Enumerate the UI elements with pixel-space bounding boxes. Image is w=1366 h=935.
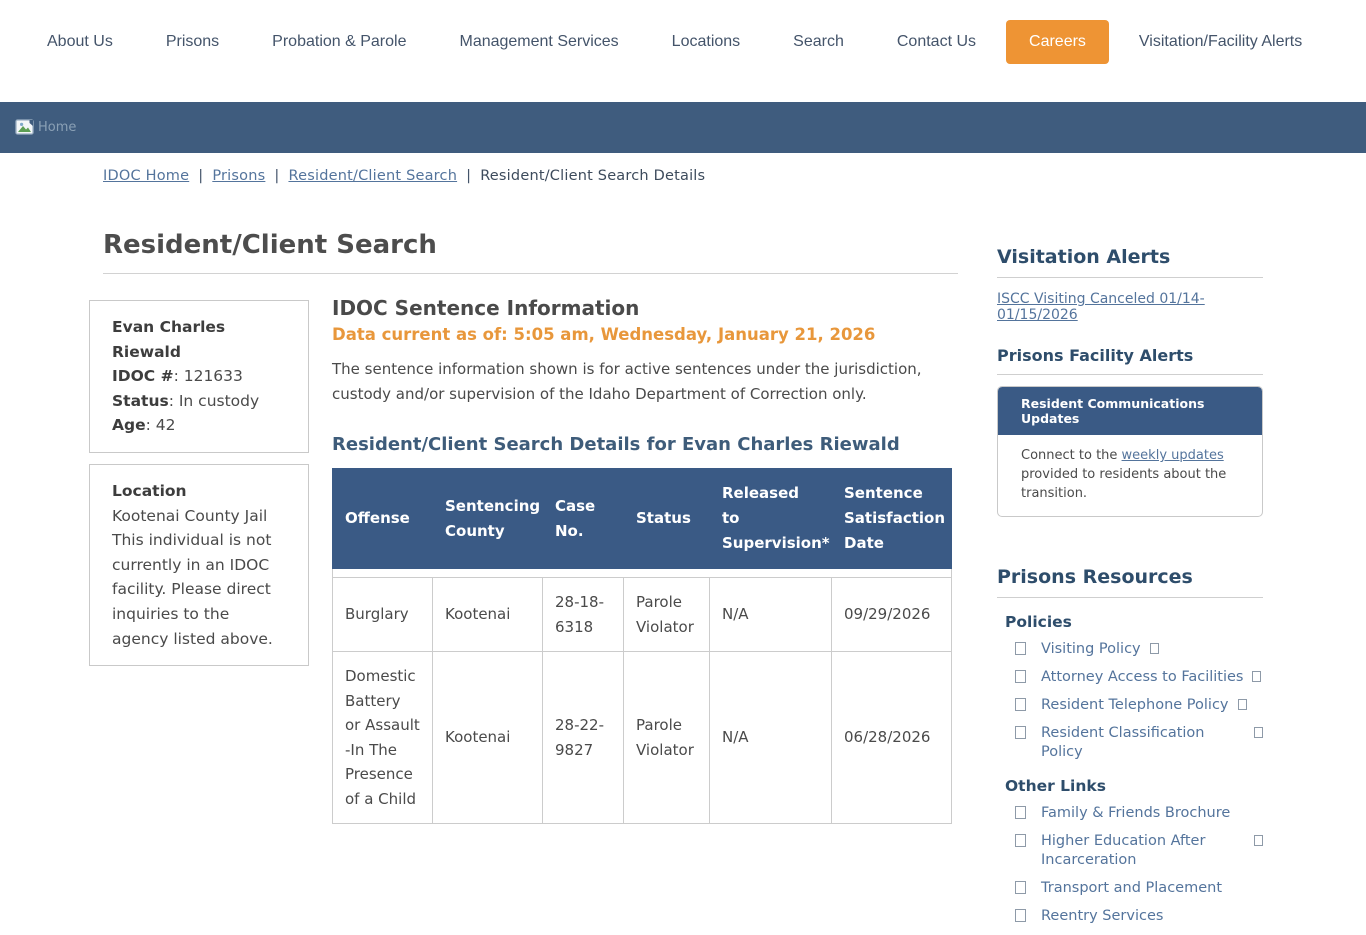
policies-group-title: Policies <box>1005 613 1072 631</box>
sentence-info-description: The sentence information shown is for active sentences under the jurisdiction, custody and/or supervision of the Idaho Department of Correction only. <box>332 360 922 403</box>
breadcrumb-separator: | <box>466 168 472 184</box>
breadcrumb-current-page: Resident/Client Search Details <box>480 168 706 184</box>
sentence-table <box>332 468 952 824</box>
breadcrumb-resident-client-search[interactable]: Resident/Client Search <box>288 168 458 184</box>
resource-link-resident-classification-policy[interactable]: Resident Classification Policy <box>1015 724 1263 762</box>
home-image-alt-text: Home <box>38 120 77 135</box>
col-header-released-to-supervision: Released to Supervision* <box>710 469 832 569</box>
table-row <box>333 652 952 824</box>
facility-alert-card-body: Connect to the weekly updates provided to residents about the transition. <box>1021 448 1227 501</box>
bullet-box-icon <box>1015 834 1026 847</box>
nav-management-services[interactable]: Management Services <box>459 33 619 50</box>
breadcrumb-separator: | <box>198 168 204 184</box>
cell-released-to-supervision: N/A <box>710 578 832 652</box>
cell-case-no: 28-18-6318 <box>543 578 624 652</box>
breadcrumb-idoc-home[interactable]: IDOC Home <box>103 168 190 184</box>
search-details-heading: Resident/Client Search Details for Evan Charles Riewald <box>332 434 900 455</box>
resident-summary-column <box>89 300 309 677</box>
table-row <box>333 578 952 652</box>
nav-visitation-facility-alerts[interactable]: Visitation/Facility Alerts <box>1138 33 1303 50</box>
facility-alert-card <box>997 386 1263 517</box>
col-header-status: Status <box>624 469 710 569</box>
cell-offense: Domestic Battery or Assault -In The Presence of a Child <box>333 652 433 824</box>
nav-locations[interactable]: Locations <box>671 33 741 50</box>
resource-link-family-friends-brochure[interactable]: Family & Friends Brochure <box>1015 804 1263 823</box>
resident-status: Status: In custody <box>112 391 260 410</box>
visitation-alerts-heading: Visitation Alerts <box>997 246 1263 278</box>
cell-sentencing-county: Kootenai <box>433 652 543 824</box>
bullet-box-icon <box>1015 881 1026 894</box>
cell-offense: Burglary <box>333 578 433 652</box>
visitation-alert-link[interactable]: ISCC Visiting Canceled 01/14-01/15/2026 <box>997 291 1205 323</box>
nav-prisons[interactable]: Prisons <box>165 33 220 50</box>
other-links-group-title: Other Links <box>1005 777 1106 795</box>
col-header-offense: Offense <box>333 469 433 569</box>
resident-age: Age: 42 <box>112 416 176 435</box>
col-header-sentencing-county: Sentencing County <box>433 469 543 569</box>
prisons-facility-alerts-heading: Prisons Facility Alerts <box>997 346 1263 375</box>
external-link-box-icon <box>1150 643 1159 654</box>
hero-banner <box>0 102 1366 153</box>
cell-sentence-satisfaction-date: 06/28/2026 <box>832 652 952 824</box>
cell-status: Parole Violator <box>624 578 710 652</box>
sidebar <box>997 246 1263 935</box>
page-title: Resident/Client Search <box>103 230 958 274</box>
broken-image-icon <box>15 119 35 136</box>
location-heading: Location <box>112 481 187 500</box>
external-link-box-icon <box>1254 835 1263 846</box>
nav-contact-us[interactable]: Contact Us <box>896 33 977 50</box>
cell-status: Parole Violator <box>624 652 710 824</box>
nav-search[interactable]: Search <box>793 33 844 50</box>
prisons-resources-heading: Prisons Resources <box>997 566 1263 598</box>
bullet-box-icon <box>1015 670 1026 683</box>
cell-case-no: 28-22-9827 <box>543 652 624 824</box>
home-link[interactable] <box>15 119 76 136</box>
nav-probation-parole[interactable]: Probation & Parole <box>272 33 407 50</box>
resource-link-resident-telephone-policy[interactable]: Resident Telephone Policy <box>1015 696 1263 715</box>
external-link-box-icon <box>1254 727 1263 738</box>
breadcrumb-prisons[interactable]: Prisons <box>212 168 266 184</box>
bullet-box-icon <box>1015 698 1026 711</box>
breadcrumb-separator: | <box>274 168 280 184</box>
cell-sentence-satisfaction-date: 09/29/2026 <box>832 578 952 652</box>
data-current-timestamp: Data current as of: 5:05 am, Wednesday, January 21, 2026 <box>332 325 876 344</box>
sentence-info-heading: IDOC Sentence Information <box>332 296 640 320</box>
facility-alert-card-title[interactable]: Resident Communications Updates <box>998 387 1262 435</box>
col-header-case-no: Case No. <box>543 469 624 569</box>
location-info-box <box>89 464 309 666</box>
sentence-information-section <box>332 296 951 824</box>
resident-name: Evan Charles Riewald <box>112 318 226 361</box>
resource-link-attorney-access[interactable]: Attorney Access to Facilities <box>1015 668 1263 687</box>
table-header-row <box>333 469 952 569</box>
external-link-box-icon <box>1238 699 1247 710</box>
bullet-box-icon <box>1015 726 1026 739</box>
top-navigation <box>0 0 1366 102</box>
resident-idoc-number: IDOC #: 121633 <box>112 367 243 386</box>
bullet-box-icon <box>1015 909 1026 922</box>
resource-link-higher-education[interactable]: Higher Education After Incarceration <box>1015 832 1263 870</box>
nav-about-us[interactable]: About Us <box>47 33 113 50</box>
location-note: This individual is not currently in an IDOC facility. Please direct inquiries to the agency listed above. <box>112 531 273 648</box>
weekly-updates-link[interactable]: weekly updates <box>1121 448 1224 463</box>
bullet-box-icon <box>1015 806 1026 819</box>
col-header-sentence-satisfaction-date: Sentence Satisfaction Date <box>832 469 952 569</box>
location-facility: Kootenai County Jail <box>112 506 268 525</box>
bullet-box-icon <box>1015 642 1026 655</box>
table-spacer-row <box>333 569 952 578</box>
resource-link-visiting-policy[interactable]: Visiting Policy <box>1015 640 1263 659</box>
resource-link-reentry-services[interactable]: Reentry Services <box>1015 907 1263 926</box>
breadcrumb <box>103 168 705 184</box>
nav-careers-button[interactable]: Careers <box>1006 20 1109 64</box>
resident-info-box <box>89 300 309 453</box>
cell-released-to-supervision: N/A <box>710 652 832 824</box>
cell-sentencing-county: Kootenai <box>433 578 543 652</box>
resource-link-transport-placement[interactable]: Transport and Placement <box>1015 879 1263 898</box>
external-link-box-icon <box>1252 671 1261 682</box>
